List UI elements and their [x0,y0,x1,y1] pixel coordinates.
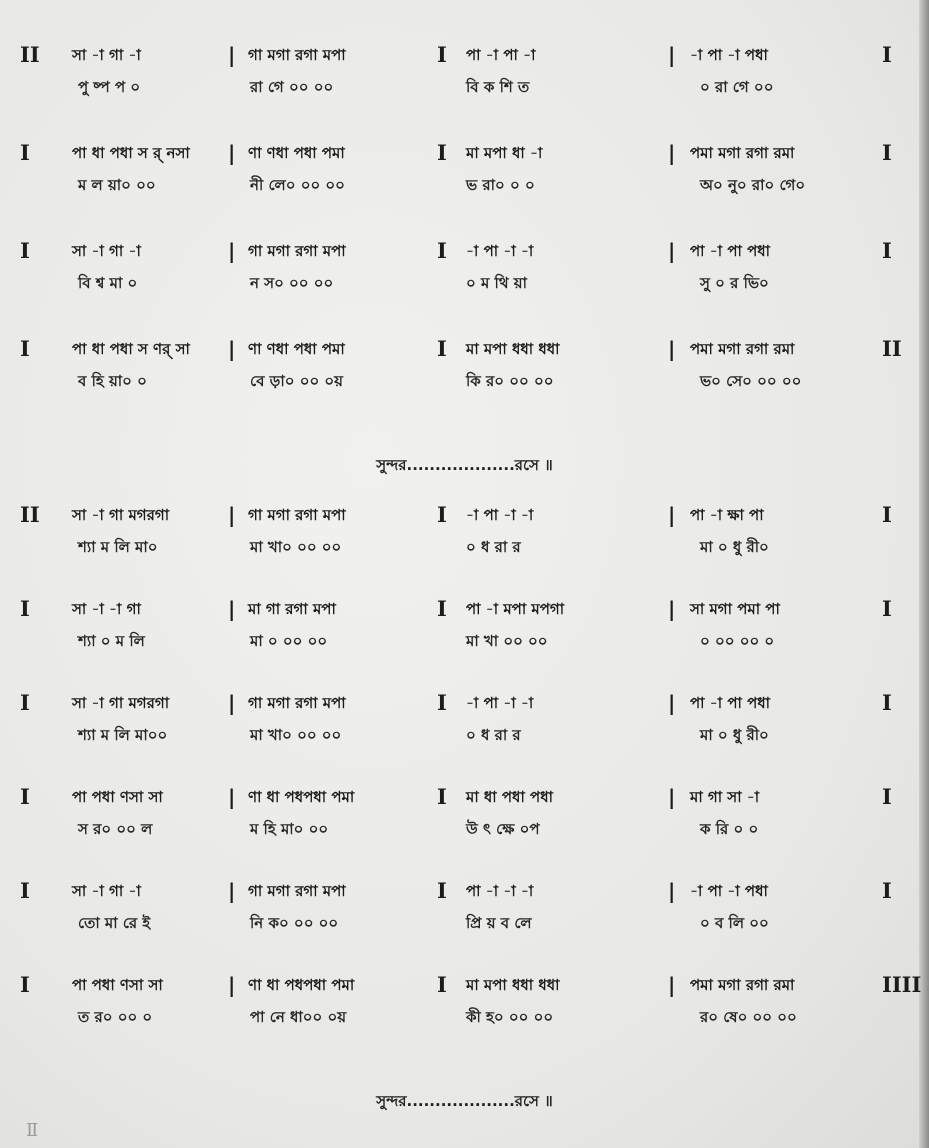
line-start-mark: II [20,42,40,67]
lyric-line [0,268,929,300]
lyric-measure: ০ ধ রা র [466,726,521,744]
lyric-measure: ০ ম থি য়া [466,274,527,292]
sargam-measure: ণা ধা পধপধা পমা [248,976,355,994]
sargam-line [0,40,929,72]
mid-mark: I [437,690,447,715]
refrain-start: সুন্দর [376,1092,407,1110]
line-end-mark: I [882,140,892,165]
bar-line: | [228,337,236,361]
sargam-measure: সা -া গা মগরগা [72,694,170,712]
sargam-measure: পা -া পা পধা [690,694,771,712]
lyric-measure: কি র০ ০০ ০০ [466,372,554,390]
lyric-measure: ০ ব লি ০০ [700,914,769,932]
lyric-line [0,170,929,202]
line-end-mark: I [882,502,892,527]
bar-line: | [668,973,676,997]
sargam-measure: সা -া গা -া [72,46,141,64]
sargam-line [0,236,929,268]
lyric-measure: ম ল য়া০ ০০ [78,176,156,194]
line-end-mark: IIII [882,972,922,997]
mid-mark: I [437,972,447,997]
sargam-measure: পা ধা পধা স ণর্ সা [72,340,190,358]
sargam-measure: পমা মগা রগা রমা [690,976,795,994]
lyric-measure: ০ ধ রা র [466,538,521,556]
sargam-measure: মা গা রগা মপা [248,600,336,618]
bar-line: | [668,785,676,809]
bar-line: | [228,879,236,903]
lyric-measure: শ্যা ম লি মা০০ [78,726,168,744]
line-end-mark: II [882,336,902,361]
sargam-measure: -া পা -া পধা [690,882,768,900]
line-start-mark: I [20,784,30,809]
lyric-line [0,626,929,658]
sargam-measure: পা -া পা পধা [690,242,771,260]
bar-line: | [228,239,236,263]
bar-line: | [668,503,676,527]
lyric-measure: তো মা রে ই [78,914,151,932]
sargam-measure: -া পা -া পধা [690,46,768,64]
mid-mark: I [437,596,447,621]
lyric-measure: সু ০ র ভি০ [700,274,769,292]
sargam-measure: ণা ণধা পধা পমা [248,144,345,162]
sargam-measure: মা মপা ধা -া [466,144,543,162]
bar-line: | [228,691,236,715]
sargam-measure: পা -া -া -া [466,882,534,900]
bar-line: | [228,597,236,621]
line-start-mark: I [20,972,30,997]
mid-mark: I [437,878,447,903]
sargam-measure: সা -া -া গা [72,600,141,618]
bar-line: | [668,597,676,621]
bar-line: | [228,973,236,997]
lyric-measure: নী লে০ ০০ ০০ [250,176,345,194]
mid-mark: I [437,336,447,361]
lyric-measure: ভ০ সে০ ০০ ০০ [700,372,802,390]
line-end-mark: I [882,878,892,903]
lyric-measure: কী হ০ ০০ ০০ [466,1008,554,1026]
sargam-measure: গা মগা রগা মপা [248,242,346,260]
sargam-measure: গা মগা রগা মপা [248,882,346,900]
lyric-measure: উ ৎ ক্ষে ০প [466,820,540,838]
bar-line: | [668,141,676,165]
sargam-line [0,334,929,366]
lyric-measure: ম হি মা০ ০০ [250,820,329,838]
mid-mark: I [437,784,447,809]
sargam-measure: মা মপা ধধা ধধা [466,976,560,994]
lyric-measure: ০ ০০ ০০ ০ [700,632,775,650]
line-end-mark: I [882,690,892,715]
lyric-line [0,1002,929,1034]
lyric-measure: ক রি ০ ০ [700,820,759,838]
lyric-line [0,908,929,940]
sargam-measure: মা গা সা -া [690,788,760,806]
sargam-measure: পা পধা ণসা সা [72,788,163,806]
sargam-measure: গা মগা রগা মপা [248,506,346,524]
mid-mark: I [437,238,447,263]
lyric-line [0,814,929,846]
sargam-line [0,876,929,908]
sargam-measure: পা পধা ণসা সা [72,976,163,994]
line-start-mark: I [20,140,30,165]
bar-line: | [228,43,236,67]
lyric-measure: বি ক শি ত [466,78,530,96]
refrain-dots: ................... [406,1092,515,1110]
mid-mark: I [437,502,447,527]
refrain-line-2 [0,1086,929,1116]
sargam-measure: পা -া মপা মপগা [466,600,565,618]
sargam-measure: সা -া গা মগরগা [72,506,170,524]
refrain-line-1 [0,450,929,480]
lyric-measure: শ্যা ম লি মা০ [78,538,158,556]
lyric-line [0,532,929,564]
lyric-line [0,720,929,752]
bar-line: | [668,691,676,715]
lyric-measure: রা গে ০০ ০০ [250,78,334,96]
sargam-measure: মা মপা ধধা ধধা [466,340,560,358]
lyric-measure: মা ০ ০০ ০০ [250,632,328,650]
sargam-measure: ণা ধা পধপধা পমা [248,788,355,806]
lyric-measure: ভ রা০ ০ ০ [466,176,535,194]
lyric-measure: বি শ্ব মা ০ [78,274,138,292]
bar-line: | [668,239,676,263]
line-start-mark: I [20,596,30,621]
lyric-measure: ০ রা গে ০০ [700,78,774,96]
sargam-line [0,688,929,720]
refrain-end: রসে ॥ [514,456,553,474]
lyric-line [0,366,929,398]
line-start-mark: I [20,690,30,715]
sargam-measure: পমা মগা রগা রমা [690,144,795,162]
refrain-start: সুন্দর [376,456,407,474]
sargam-measure: পা ধা পধা স র্ নসা [72,144,190,162]
lyric-measure: মা খা০ ০০ ০০ [250,726,342,744]
lyric-measure: প্রি য় ব লে [466,914,532,932]
bar-line: | [228,785,236,809]
line-end-mark: I [882,596,892,621]
line-start-mark: I [20,878,30,903]
mid-mark: I [437,42,447,67]
lyric-measure: বে ড়া০ ০০ ০য় [250,372,344,390]
sargam-measure: সা -া গা -া [72,882,141,900]
line-start-mark: I [20,336,30,361]
sargam-measure: গা মগা রগা মপা [248,46,346,64]
lyric-measure: মা ০ ধু রী০ [700,726,769,744]
lyric-measure: র০ ষে০ ০০ ০০ [700,1008,797,1026]
sargam-measure: মা ধা পধা পধা [466,788,553,806]
line-end-mark: I [882,42,892,67]
sargam-measure: পা -া ক্ষা পা [690,506,764,524]
bar-line: | [228,141,236,165]
lyric-line [0,72,929,104]
sargam-measure: সা -া গা -া [72,242,141,260]
line-start-mark: I [20,238,30,263]
sargam-measure: ণা ণধা পধা পমা [248,340,345,358]
lyric-measure: পা নে ধা০০ ০য় [250,1008,347,1026]
lyric-measure: অ০ নু০ রা০ গে০ [700,176,806,194]
bar-line: | [668,337,676,361]
lyric-measure: ব হি য়া০ ০ [78,372,147,390]
bar-line: | [228,503,236,527]
lyric-measure: মা খা০ ০০ ০০ [250,538,342,556]
sargam-measure: -া পা -া -া [466,506,534,524]
lyric-measure: ত র০ ০০ ০ [78,1008,153,1026]
refrain-end: রসে ॥ [514,1092,553,1110]
line-start-mark: II [20,502,40,527]
faded-margin-mark: Ⅱ [26,1120,39,1141]
sargam-measure: পমা মগা রগা রমা [690,340,795,358]
lyric-measure: শ্যা ০ ম লি [78,632,145,650]
lyric-measure: মা ০ ধু রী০ [700,538,769,556]
lyric-measure: ন স০ ০০ ০০ [250,274,334,292]
sargam-measure: সা মগা পমা পা [690,600,780,618]
sargam-line [0,782,929,814]
sargam-measure: পা -া পা -া [466,46,536,64]
sargam-line [0,138,929,170]
lyric-measure: মা খা ০০ ০০ [466,632,548,650]
refrain-dots: ................... [406,456,515,474]
sargam-line [0,970,929,1002]
sargam-measure: -া পা -া -া [466,694,534,712]
line-end-mark: I [882,784,892,809]
sargam-measure: -া পা -া -া [466,242,534,260]
lyric-measure: পু ষ্প প ০ [78,78,141,96]
sargam-line [0,500,929,532]
sargam-line [0,594,929,626]
lyric-measure: স র০ ০০ ল [78,820,153,838]
sargam-measure: গা মগা রগা মপা [248,694,346,712]
bar-line: | [668,43,676,67]
mid-mark: I [437,140,447,165]
bar-line: | [668,879,676,903]
line-end-mark: I [882,238,892,263]
lyric-measure: নি ক০ ০০ ০০ [250,914,339,932]
